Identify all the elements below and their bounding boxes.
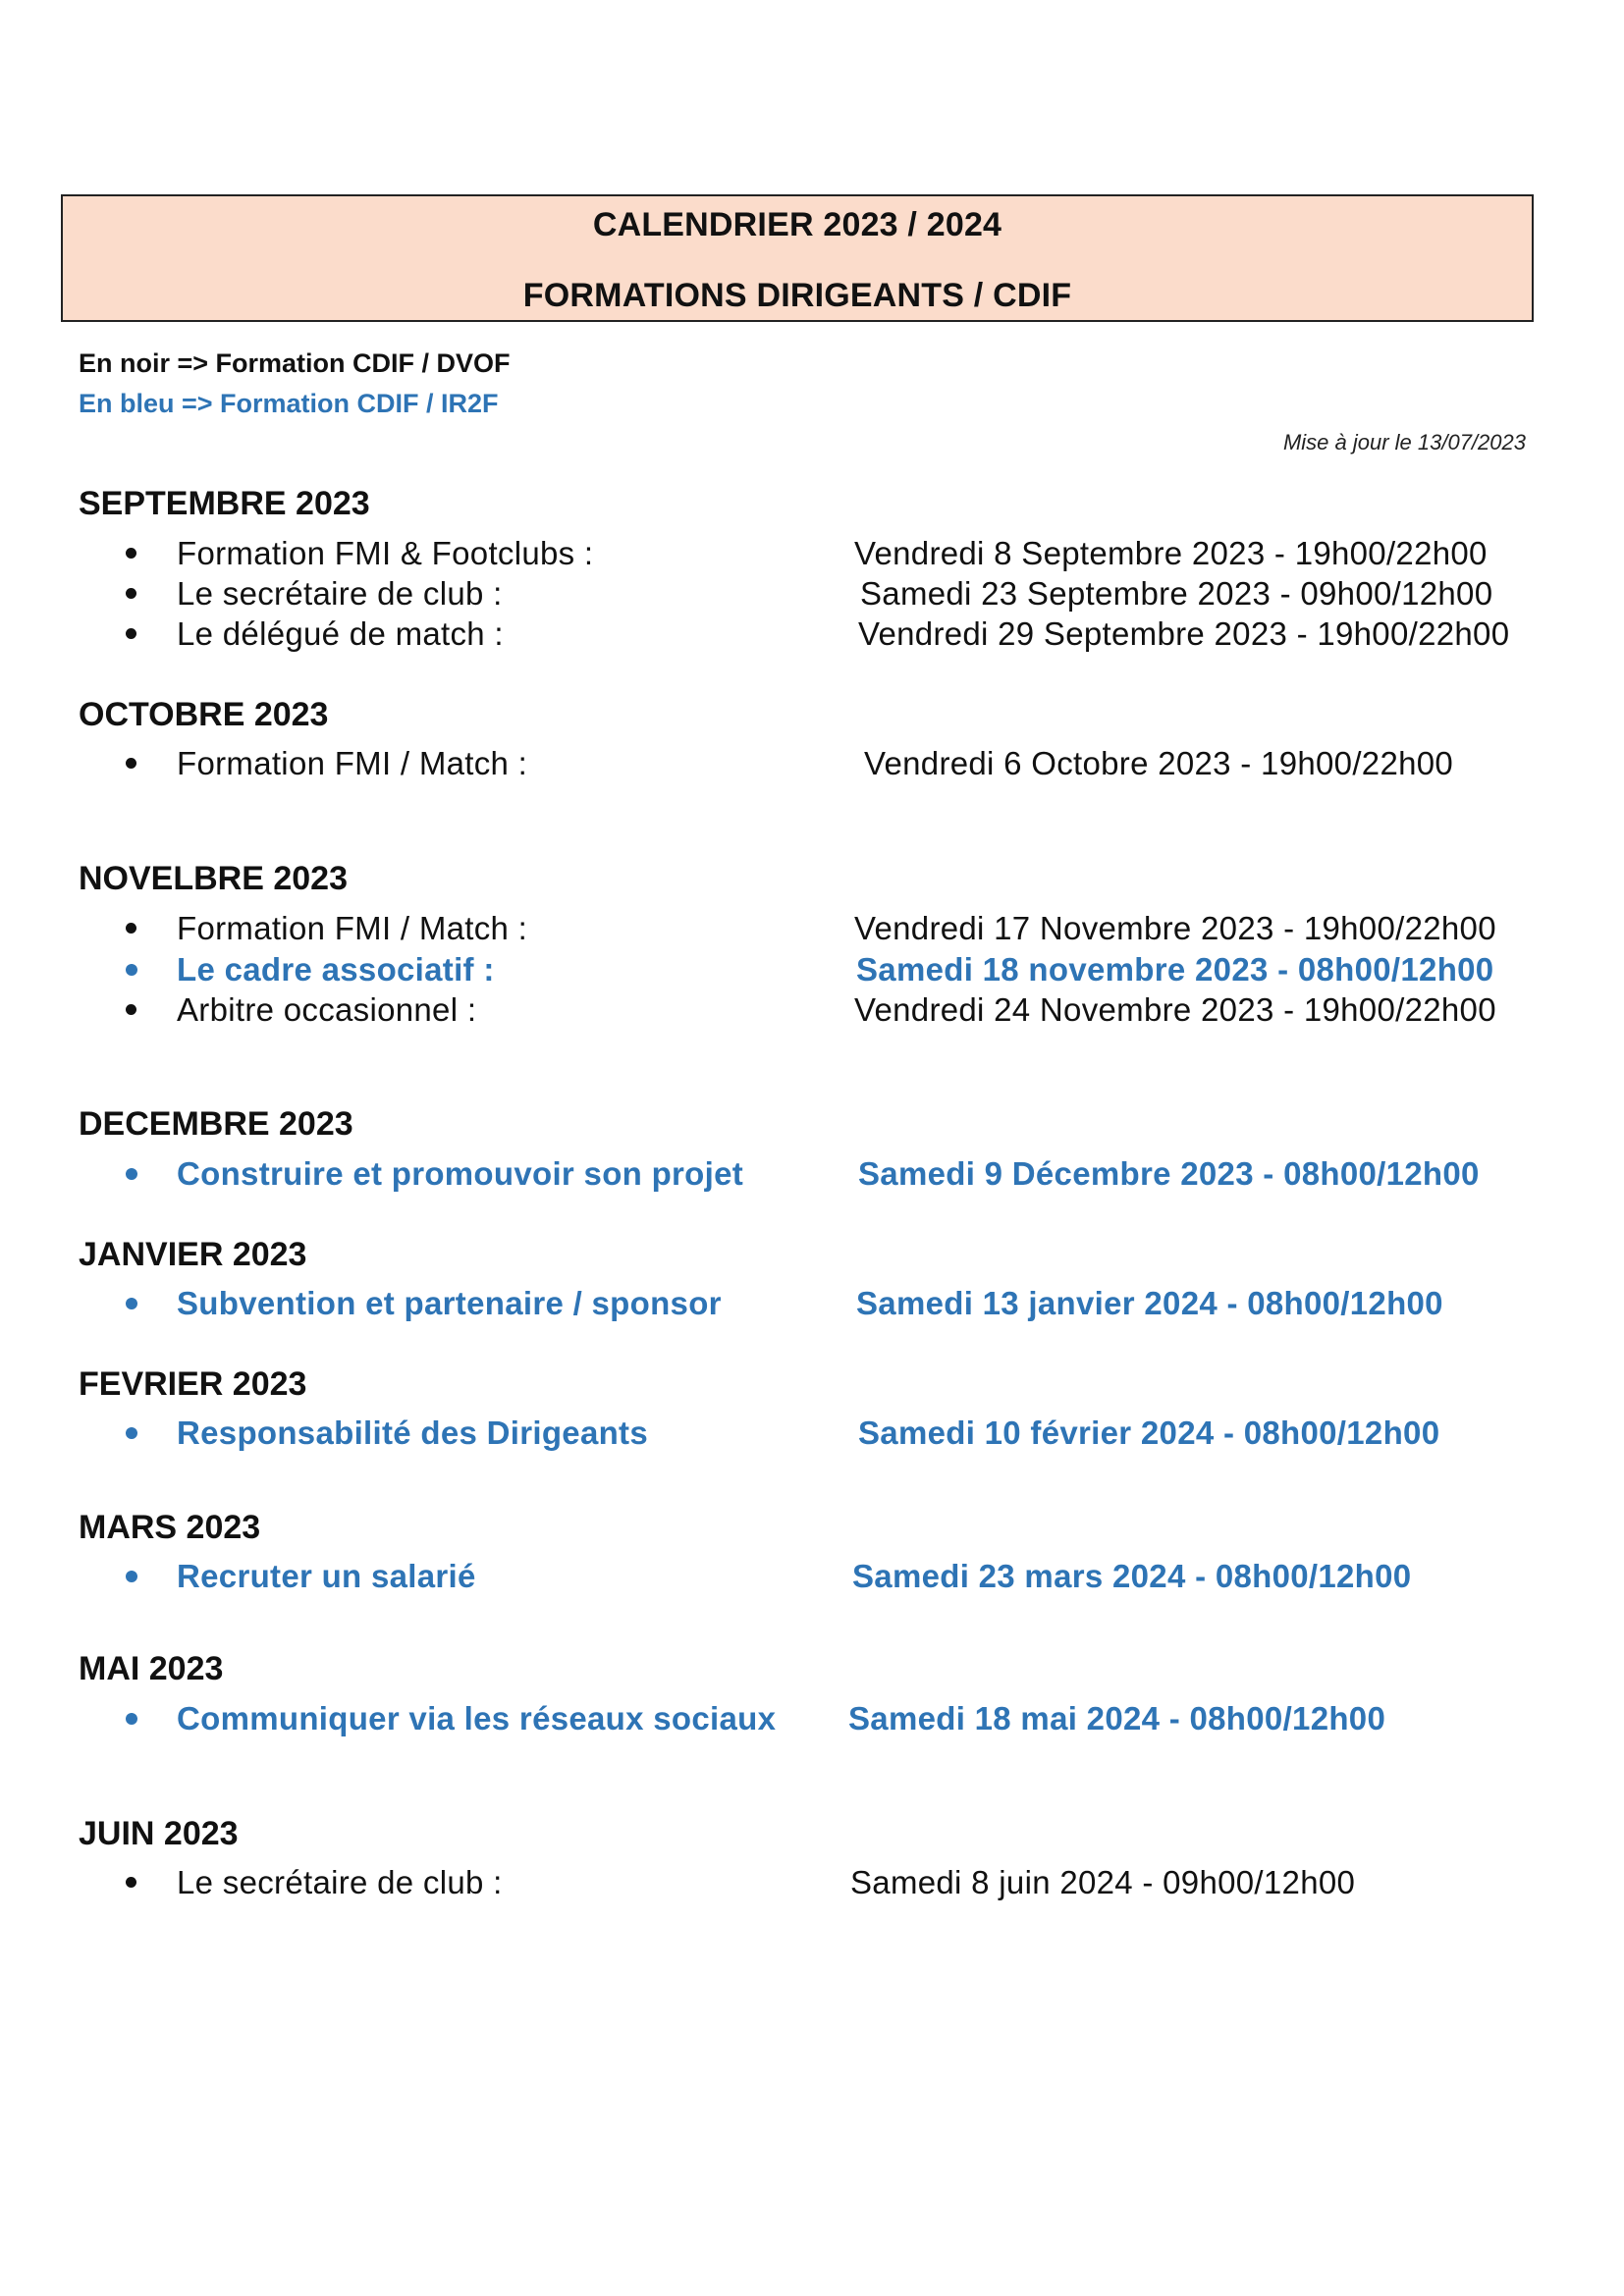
item-label: Formation FMI & Footclubs : [177,535,594,571]
bullet-icon [126,964,137,976]
list-item [0,535,1624,578]
section-title-january: JANVIER 2023 [79,1236,307,1273]
item-date: Samedi 18 novembre 2023 - 08h00/12h00 [856,951,1494,988]
bullet-icon [126,588,136,599]
item-date: Samedi 23 Septembre 2023 - 09h00/12h00 [860,575,1493,612]
item-date: Vendredi 8 Septembre 2023 - 19h00/22h00 [854,535,1488,571]
item-label: Formation FMI / Match : [177,910,528,946]
list-item [0,745,1624,788]
item-label: Le délégué de match : [177,615,504,652]
bullet-icon [126,628,136,639]
item-label: Le secrétaire de club : [177,575,503,612]
bullet-icon [126,1877,136,1888]
section-title-june: JUIN 2023 [79,1815,239,1852]
item-label: Subvention et partenaire / sponsor [177,1285,722,1321]
legend-black: En noir => Formation CDIF / DVOF [79,348,511,378]
list-item [0,991,1624,1035]
legend-blue: En bleu => Formation CDIF / IR2F [79,389,499,418]
page-title: CALENDRIER 2023 / 2024 [592,206,1002,243]
page-subtitle: FORMATIONS DIRIGEANTS / CDIF [522,277,1072,314]
item-date: Vendredi 6 Octobre 2023 - 19h00/22h00 [864,745,1454,781]
list-item [0,910,1624,953]
list-item [0,1864,1624,1907]
bullet-icon [126,758,136,769]
update-note: Mise à jour le 13/07/2023 [1282,430,1526,454]
section-title-february: FEVRIER 2023 [79,1365,307,1403]
item-label: Recruter un salarié [177,1558,476,1594]
item-label: Construire et promouvoir son projet [177,1155,744,1192]
bullet-icon [126,1298,137,1309]
section-title-december: DECEMBRE 2023 [79,1105,353,1143]
item-label: Arbitre occasionnel : [177,991,477,1028]
list-item [0,1558,1624,1601]
item-date: Samedi 10 février 2024 - 08h00/12h00 [858,1415,1440,1451]
list-item [0,575,1624,618]
list-item [0,615,1624,659]
list-item [0,1285,1624,1328]
section-title-november: NOVELBRE 2023 [79,860,348,897]
bullet-icon [126,1427,137,1439]
item-label: Le secrétaire de club : [177,1864,503,1900]
bullet-icon [126,1004,136,1015]
bullet-icon [126,1713,137,1725]
item-date: Samedi 9 Décembre 2023 - 08h00/12h00 [858,1155,1480,1192]
section-title-october: OCTOBRE 2023 [79,696,329,733]
bullet-icon [126,1168,137,1180]
bullet-icon [126,1571,137,1582]
item-date: Samedi 23 mars 2024 - 08h00/12h00 [852,1558,1412,1594]
list-item [0,1155,1624,1199]
item-date: Vendredi 17 Novembre 2023 - 19h00/22h00 [854,910,1496,946]
list-item [0,1700,1624,1743]
item-date: Vendredi 29 Septembre 2023 - 19h00/22h00 [858,615,1510,652]
section-title-september: SEPTEMBRE 2023 [79,485,370,522]
section-title-march: MARS 2023 [79,1509,261,1546]
item-label: Formation FMI / Match : [177,745,528,781]
header-box [61,194,1534,322]
item-date: Samedi 8 juin 2024 - 09h00/12h00 [850,1864,1356,1900]
list-item [0,951,1624,994]
item-label: Responsabilité des Dirigeants [177,1415,648,1451]
bullet-icon [126,548,136,559]
item-date: Vendredi 24 Novembre 2023 - 19h00/22h00 [854,991,1496,1028]
item-label: Le cadre associatif : [177,951,495,988]
bullet-icon [126,923,136,934]
item-date: Samedi 18 mai 2024 - 08h00/12h00 [848,1700,1386,1736]
section-title-may: MAI 2023 [79,1650,224,1687]
list-item [0,1415,1624,1458]
item-label: Communiquer via les réseaux sociaux [177,1700,777,1736]
item-date: Samedi 13 janvier 2024 - 08h00/12h00 [856,1285,1443,1321]
